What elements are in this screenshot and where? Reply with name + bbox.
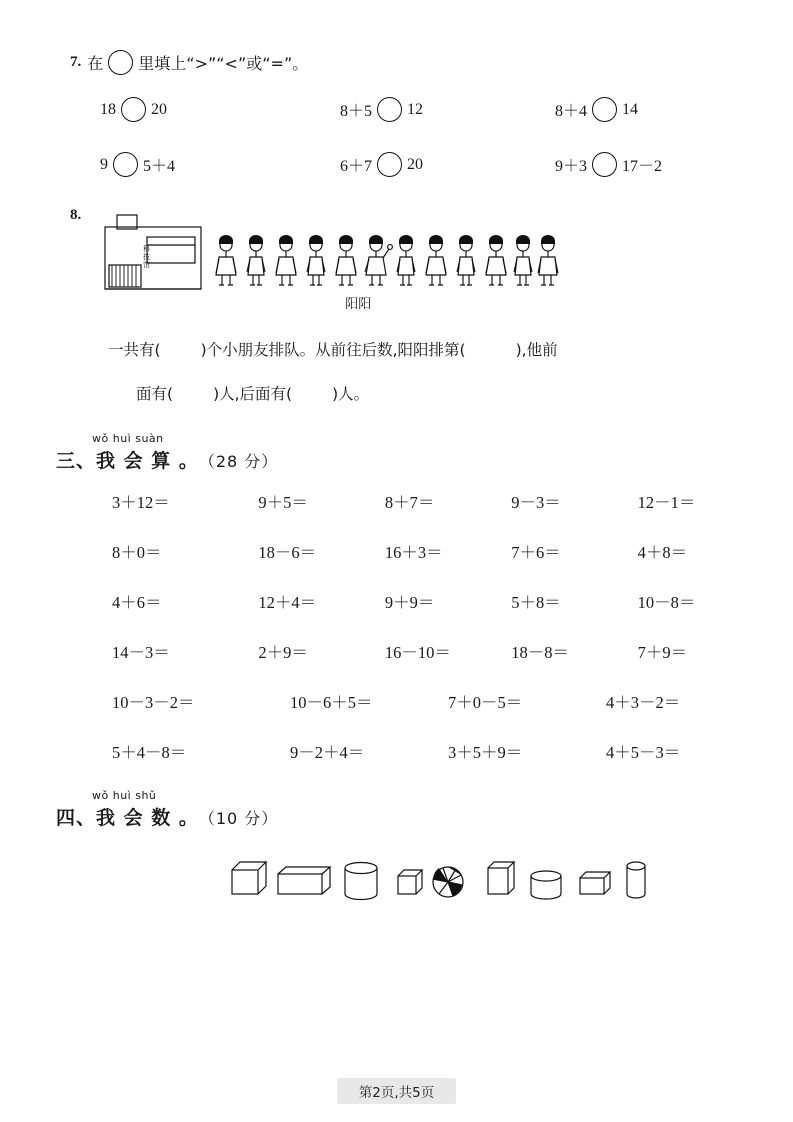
cylinder-icon bbox=[345, 863, 377, 900]
compare-item bbox=[100, 152, 340, 177]
short-cylinder-icon bbox=[531, 871, 561, 899]
small-cube-icon bbox=[398, 870, 422, 894]
operand-right: 20 bbox=[407, 155, 424, 173]
problem-row bbox=[84, 589, 764, 613]
compare-item bbox=[555, 97, 740, 122]
problem[interactable]: 3＋5＋9＝ bbox=[448, 743, 523, 762]
operand-right: 5＋4 bbox=[143, 158, 176, 175]
section-3-title bbox=[56, 446, 737, 473]
problem[interactable]: 16－10＝ bbox=[384, 643, 451, 662]
question-8-header bbox=[70, 207, 737, 312]
problem[interactable]: 3＋12＝ bbox=[112, 493, 170, 512]
question-8-line-1 bbox=[108, 328, 793, 372]
section-3-score: （28 分） bbox=[198, 452, 279, 471]
problem[interactable]: 4＋3－2＝ bbox=[606, 693, 681, 712]
circle-blank-icon[interactable] bbox=[592, 97, 617, 122]
text-fragment: )个小朋友排队。从前往后数,阳阳排第( bbox=[200, 341, 466, 359]
question-8-line-2 bbox=[136, 372, 793, 416]
problem[interactable]: 9－2＋4＝ bbox=[290, 743, 365, 762]
page-number-label: 第2页,共5页 bbox=[337, 1078, 456, 1104]
circle-blank-icon[interactable] bbox=[377, 152, 402, 177]
problem-row bbox=[84, 639, 764, 663]
problem[interactable]: 7＋6＝ bbox=[511, 543, 561, 562]
question-7-items bbox=[100, 97, 740, 177]
section-3-title-text: 三、我 会 算 。 bbox=[56, 450, 199, 472]
operand-left: 9＋3 bbox=[555, 158, 588, 175]
circle-blank-icon[interactable] bbox=[108, 50, 133, 75]
text-fragment: )人。 bbox=[332, 385, 370, 403]
text-fragment: )人,后面有( bbox=[213, 385, 293, 403]
cube-icon bbox=[232, 862, 266, 894]
section-4 bbox=[56, 789, 737, 918]
problem[interactable]: 12－1＝ bbox=[637, 493, 696, 512]
circle-blank-icon[interactable] bbox=[113, 152, 138, 177]
shapes-svg bbox=[226, 848, 666, 918]
problem-row bbox=[84, 739, 764, 763]
circle-blank-icon[interactable] bbox=[121, 97, 146, 122]
question-8-number: 8. bbox=[70, 207, 82, 223]
section-4-score: （10 分） bbox=[198, 809, 279, 828]
section-3 bbox=[56, 432, 737, 763]
problem-row bbox=[84, 539, 764, 563]
queue-illustration bbox=[95, 207, 565, 312]
section-3-problems bbox=[84, 489, 764, 763]
section-4-title bbox=[56, 803, 737, 830]
problem[interactable]: 5＋8＝ bbox=[511, 593, 561, 612]
problem[interactable]: 4＋6＝ bbox=[112, 593, 162, 612]
operand-right: 20 bbox=[151, 100, 167, 118]
question-7 bbox=[56, 50, 737, 177]
flat-cuboid-icon bbox=[580, 872, 610, 894]
compare-item bbox=[100, 97, 340, 122]
problem-row bbox=[84, 489, 764, 513]
problem[interactable]: 9－3＝ bbox=[511, 493, 561, 512]
problem-row bbox=[84, 689, 764, 713]
circle-blank-icon[interactable] bbox=[377, 97, 402, 122]
problem[interactable]: 18－6＝ bbox=[258, 543, 317, 562]
problem[interactable]: 8＋0＝ bbox=[112, 543, 162, 562]
problem[interactable]: 7＋0－5＝ bbox=[448, 693, 523, 712]
operand-left: 18 bbox=[100, 100, 116, 118]
problem[interactable]: 2＋9＝ bbox=[258, 643, 308, 662]
problem[interactable]: 10－8＝ bbox=[637, 593, 696, 612]
thin-cylinder-icon bbox=[627, 862, 645, 898]
operand-left: 8＋4 bbox=[555, 103, 588, 120]
problem[interactable]: 9＋9＝ bbox=[384, 593, 435, 612]
compare-item bbox=[340, 152, 555, 177]
yangyang-caption: 阳阳 bbox=[345, 297, 372, 312]
problem[interactable]: 14－3＝ bbox=[112, 643, 170, 662]
problem[interactable]: 18－8＝ bbox=[511, 643, 569, 662]
operand-left: 8＋5 bbox=[340, 103, 373, 120]
problem[interactable]: 10－3－2＝ bbox=[112, 693, 195, 712]
cuboid-icon bbox=[278, 867, 330, 894]
shape-row bbox=[56, 848, 737, 918]
tall-cuboid-icon bbox=[488, 862, 514, 894]
compare-item bbox=[555, 152, 740, 177]
svg-text:馆: 馆 bbox=[143, 261, 151, 269]
problem[interactable]: 5＋4－8＝ bbox=[112, 743, 187, 762]
queue-illustration-svg bbox=[95, 207, 565, 312]
prompt-text-part-1: 在 bbox=[87, 54, 104, 73]
prompt-text-part-2: 里填上“>”“<”或“=”。 bbox=[138, 54, 309, 73]
text-fragment: 一共有( bbox=[108, 341, 161, 359]
section-4-title-text: 四、我 会 数 。 bbox=[56, 807, 199, 829]
text-fragment: 面有( bbox=[136, 385, 174, 403]
operand-right: 12 bbox=[407, 100, 424, 118]
circle-blank-icon[interactable] bbox=[592, 152, 617, 177]
text-fragment: ),他前 bbox=[515, 341, 558, 359]
problem[interactable]: 10－6＋5＝ bbox=[290, 693, 373, 712]
svg-text:技: 技 bbox=[143, 253, 151, 261]
operand-left: 6＋7 bbox=[340, 158, 373, 175]
question-7-number: 7. bbox=[70, 54, 82, 70]
operand-right: 17－2 bbox=[622, 158, 663, 175]
question-8-text bbox=[108, 328, 793, 416]
problem[interactable]: 4＋5－3＝ bbox=[606, 743, 681, 762]
section-3-pinyin: wǒ huì suàn bbox=[92, 432, 164, 445]
building-label: 科 bbox=[143, 245, 151, 253]
problem[interactable]: 16＋3＝ bbox=[384, 543, 443, 562]
operand-right: 14 bbox=[622, 100, 639, 118]
problem[interactable]: 7＋9＝ bbox=[637, 643, 688, 662]
sphere-icon bbox=[433, 867, 463, 897]
question-8 bbox=[56, 207, 737, 416]
section-4-pinyin: wǒ huì shǔ bbox=[92, 789, 157, 802]
problem[interactable]: 12＋4＝ bbox=[258, 593, 317, 612]
question-7-row-1 bbox=[100, 97, 740, 122]
question-7-row-2 bbox=[100, 152, 740, 177]
problem[interactable]: 8＋7＝ bbox=[384, 493, 435, 512]
compare-item bbox=[340, 97, 555, 122]
problem[interactable]: 9＋5＝ bbox=[258, 493, 308, 512]
page-footer bbox=[0, 1078, 793, 1104]
problem[interactable]: 4＋8＝ bbox=[637, 543, 688, 562]
operand-left: 9 bbox=[100, 155, 108, 173]
question-7-prompt bbox=[70, 50, 737, 75]
